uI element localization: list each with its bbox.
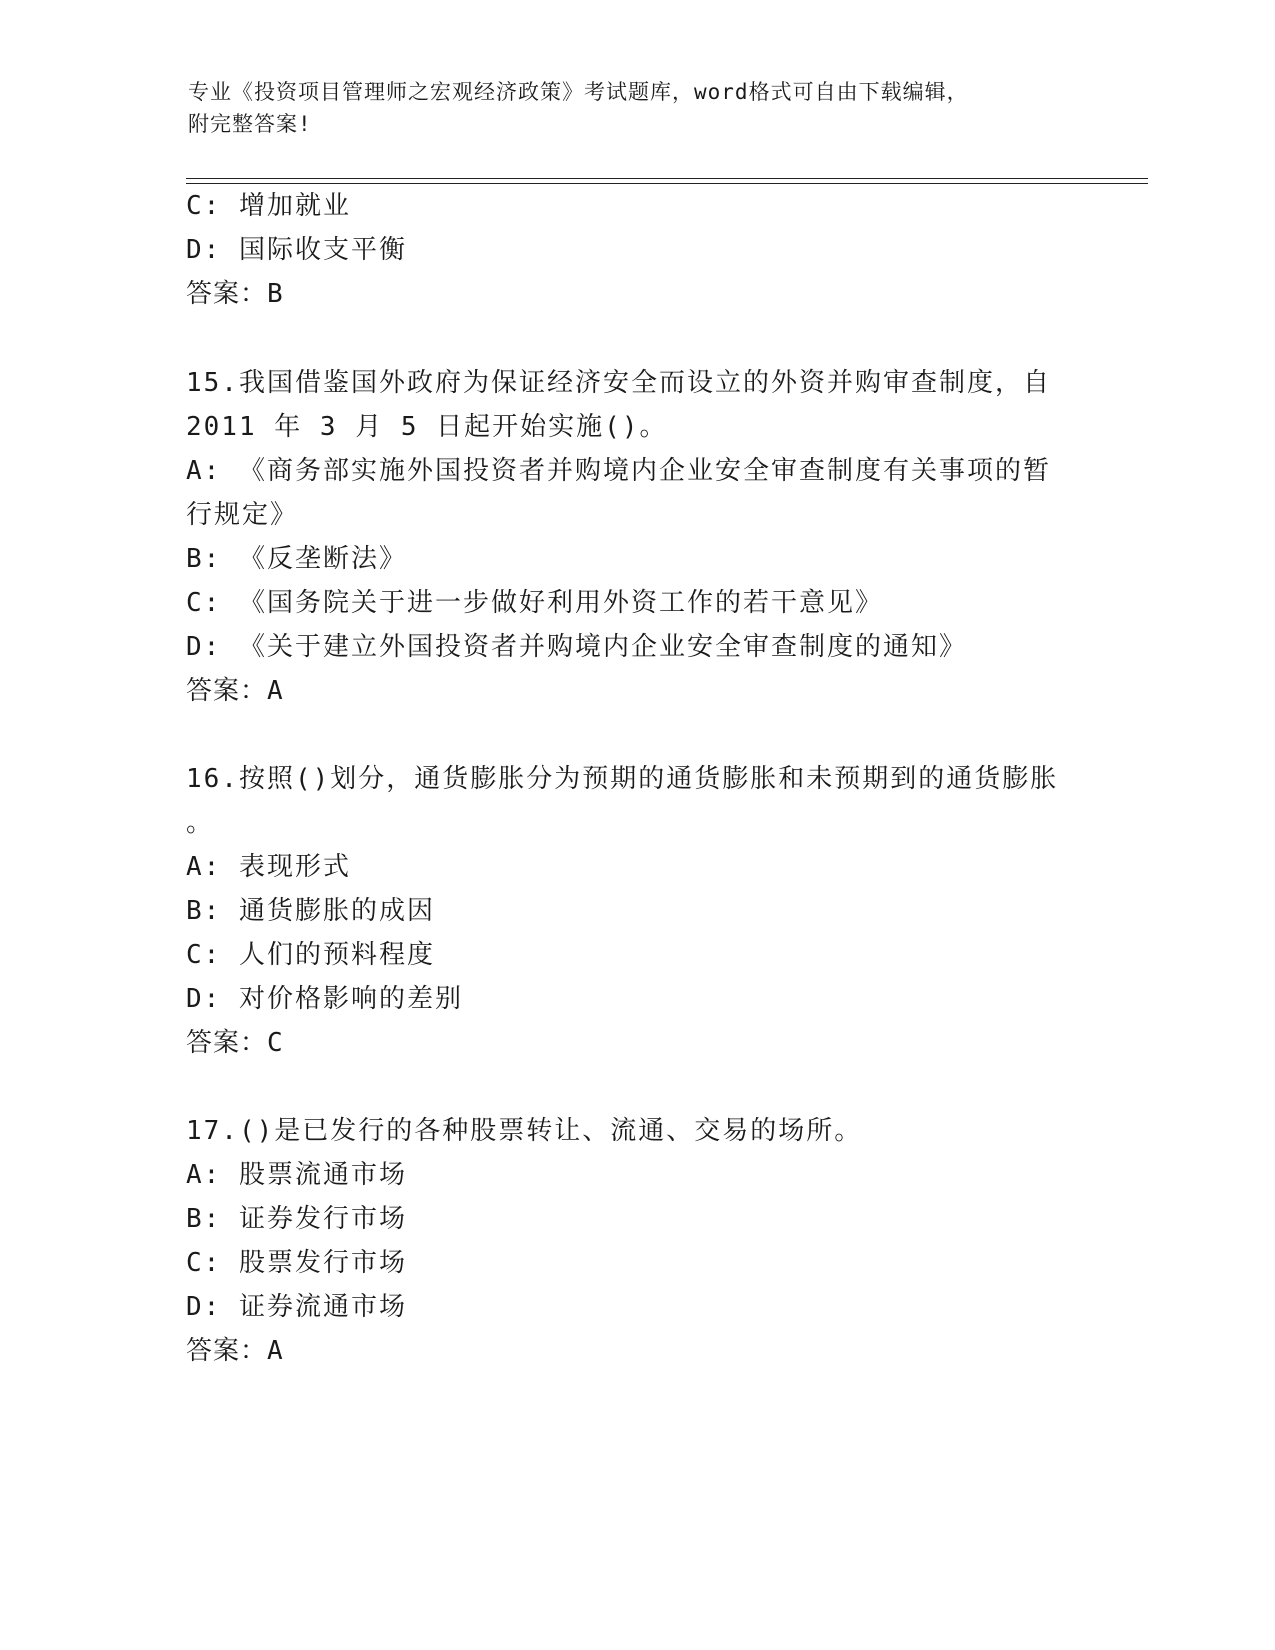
prev-option-c: C: 增加就业 [186, 191, 351, 221]
header-line-1: 专业《投资项目管理师之宏观经济政策》考试题库，word格式可自由下载编辑， [188, 80, 969, 104]
q16-stem-line-1: 16.按照()划分，通货膨胀分为预期的通货膨胀和未预期到的通货膨胀 [186, 764, 1059, 794]
document-header [188, 76, 1088, 140]
q16-option-c: C: 人们的预料程度 [186, 940, 435, 970]
q17-option-d: D: 证券流通市场 [186, 1292, 407, 1322]
q15-option-a: A: 《商务部实施外国投资者并购境内企业安全审查制度有关事项的暂 [186, 456, 1051, 486]
prev-answer: 答案：B [186, 279, 284, 309]
q16-option-b: B: 通货膨胀的成因 [186, 896, 435, 926]
q17-option-c: C: 股票发行市场 [186, 1248, 407, 1278]
q16-stem-line-2: 。 [186, 808, 215, 838]
q17-stem-line-1: 17.()是已发行的各种股票转让、流通、交易的场所。 [186, 1116, 863, 1146]
header-divider-bottom [186, 183, 1148, 184]
q15-stem-line-1: 15.我国借鉴国外政府为保证经济安全而设立的外资并购审查制度，自 [186, 368, 1051, 398]
q15-answer: 答案：A [186, 676, 284, 706]
q17-option-a: A: 股票流通市场 [186, 1160, 407, 1190]
q15-stem-line-2: 2011 年 3 月 5 日起开始实施()。 [186, 412, 668, 442]
prev-option-d: D: 国际收支平衡 [186, 235, 407, 265]
header-divider-top [186, 178, 1148, 179]
q17-answer: 答案：A [186, 1336, 284, 1366]
q16-option-a: A: 表现形式 [186, 852, 351, 882]
q15-option-a-cont: 行规定》 [186, 500, 299, 530]
q16-option-d: D: 对价格影响的差别 [186, 984, 463, 1014]
header-line-2: 附完整答案! [188, 112, 312, 136]
q16-answer: 答案：C [186, 1028, 284, 1058]
q17-option-b: B: 证券发行市场 [186, 1204, 407, 1234]
q15-option-c: C: 《国务院关于进一步做好利用外资工作的若干意见》 [186, 588, 883, 618]
q15-option-d: D: 《关于建立外国投资者并购境内企业安全审查制度的通知》 [186, 632, 967, 662]
q15-option-b: B: 《反垄断法》 [186, 544, 407, 574]
